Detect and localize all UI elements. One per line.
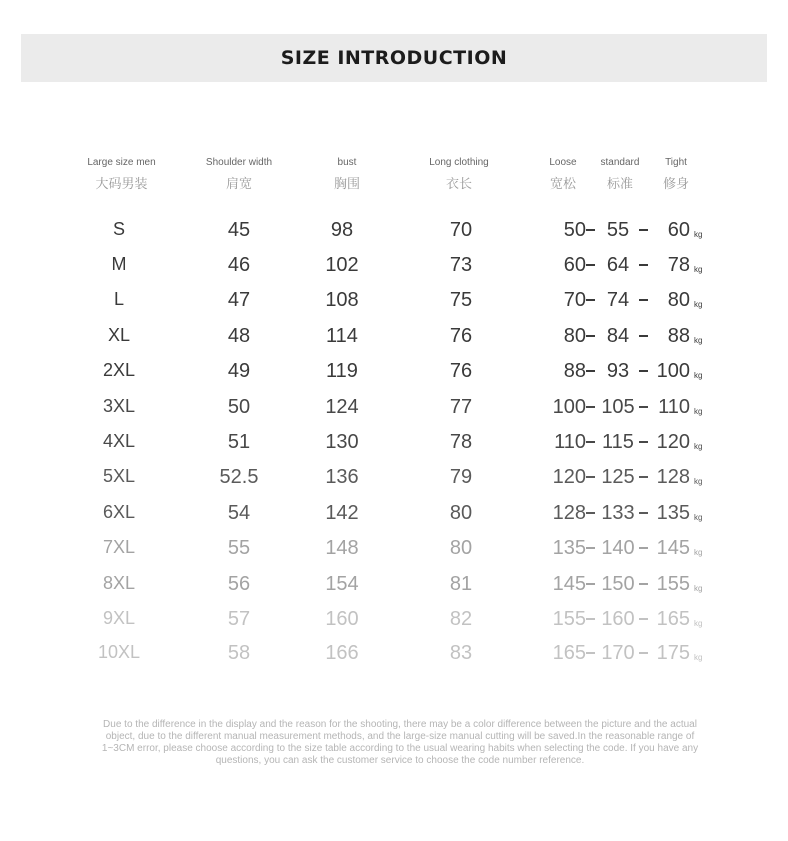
length-cell: 76 <box>449 325 473 347</box>
length-cell: 80 <box>449 502 473 524</box>
standard-cell: 64 <box>606 254 630 276</box>
bust-cell: 142 <box>325 502 359 524</box>
table-row <box>0 431 788 461</box>
unit-label: kg <box>694 336 703 345</box>
disclaimer-note: Due to the difference in the display and the reason for the shooting, there may be a color difference between the picture and the actual object, due to the different manual measurement methods, and the large-size manual cutting will be saved.In the reasonable range of 1~3CM error, please choose according to the size table according to the usual wearing habits when selecting the code. If you have any questions, you can ask the customer service to choose the code number reference. <box>101 719 699 766</box>
length-cell: 77 <box>449 396 473 418</box>
unit-label: kg <box>694 619 703 628</box>
unit-label: kg <box>694 407 703 416</box>
header-standard-cn: 标准 <box>606 177 633 192</box>
shoulder-cell: 58 <box>227 642 251 664</box>
header-size <box>79 157 164 192</box>
tight-cell: 175 <box>656 642 690 664</box>
range-dash <box>586 652 595 654</box>
unit-label: kg <box>694 584 703 593</box>
range-dash <box>639 547 648 549</box>
size-cell: L <box>113 289 124 309</box>
length-cell: 82 <box>449 608 473 630</box>
range-dash <box>639 229 648 231</box>
standard-cell: 74 <box>606 289 630 311</box>
size-cell: XL <box>107 325 131 345</box>
header-tight-cn: 修身 <box>662 177 689 192</box>
unit-label: kg <box>694 300 703 309</box>
range-dash <box>586 618 595 620</box>
unit-label: kg <box>694 230 703 239</box>
size-cell: 7XL <box>102 537 136 557</box>
range-dash <box>586 583 595 585</box>
range-dash <box>639 299 648 301</box>
loose-cell: 110 <box>554 431 586 453</box>
range-dash <box>586 441 595 443</box>
tight-cell: 80 <box>667 289 690 311</box>
header-standard-en: standard <box>600 157 640 168</box>
size-cell: S <box>112 219 125 239</box>
bust-cell: 114 <box>326 325 358 347</box>
length-cell: 73 <box>449 254 473 276</box>
standard-cell: 55 <box>606 219 630 241</box>
tight-cell: 78 <box>667 254 690 276</box>
shoulder-cell: 57 <box>227 608 251 630</box>
table-row <box>0 360 788 390</box>
shoulder-cell: 50 <box>227 396 251 418</box>
header-bust-cn: 胸围 <box>333 177 360 192</box>
standard-cell: 160 <box>601 608 635 630</box>
range-dash <box>639 441 648 443</box>
standard-cell: 84 <box>606 325 630 347</box>
size-cell: 5XL <box>102 466 136 486</box>
loose-cell: 60 <box>563 254 586 276</box>
range-dash <box>586 370 595 372</box>
size-cell: 6XL <box>102 502 136 522</box>
loose-cell: 145 <box>552 573 586 595</box>
table-row <box>0 466 788 496</box>
tight-cell: 100 <box>656 360 690 382</box>
range-dash <box>639 335 648 337</box>
header-size-en: Large size men <box>87 157 156 168</box>
unit-label: kg <box>694 548 703 557</box>
standard-cell: 140 <box>601 537 635 559</box>
shoulder-cell: 48 <box>227 325 251 347</box>
loose-cell: 100 <box>552 396 586 418</box>
header-loose <box>543 157 583 192</box>
shoulder-cell: 56 <box>227 573 251 595</box>
unit-label: kg <box>694 477 703 486</box>
length-cell: 75 <box>449 289 473 311</box>
loose-cell: 50 <box>563 219 586 241</box>
standard-cell: 115 <box>602 431 634 453</box>
range-dash <box>639 583 648 585</box>
shoulder-cell: 51 <box>227 431 251 453</box>
tight-cell: 165 <box>656 608 690 630</box>
header-standard <box>595 157 645 192</box>
range-dash <box>586 335 595 337</box>
title-banner <box>21 34 767 82</box>
standard-cell: 170 <box>601 642 635 664</box>
shoulder-cell: 52.5 <box>219 466 259 488</box>
range-dash <box>639 406 648 408</box>
bust-cell: 148 <box>325 537 359 559</box>
length-cell: 70 <box>449 219 473 241</box>
range-dash <box>639 264 648 266</box>
tight-cell: 128 <box>656 466 690 488</box>
bust-cell: 98 <box>330 219 354 241</box>
standard-cell: 105 <box>601 396 635 418</box>
header-length-cn: 衣长 <box>445 177 472 192</box>
range-dash <box>586 512 595 514</box>
shoulder-cell: 45 <box>227 219 251 241</box>
bust-cell: 154 <box>325 573 359 595</box>
standard-cell: 93 <box>606 360 630 382</box>
bust-cell: 102 <box>325 254 359 276</box>
shoulder-cell: 54 <box>227 502 251 524</box>
standard-cell: 125 <box>601 466 635 488</box>
length-cell: 83 <box>449 642 473 664</box>
table-row <box>0 608 788 638</box>
table-row <box>0 219 788 249</box>
loose-cell: 88 <box>563 360 586 382</box>
length-cell: 79 <box>449 466 473 488</box>
header-length-en: Long clothing <box>429 157 489 168</box>
table-row <box>0 573 788 603</box>
header-shoulder-en: Shoulder width <box>205 157 273 168</box>
loose-cell: 128 <box>552 502 586 524</box>
header-tight-en: Tight <box>665 157 687 168</box>
table-row <box>0 396 788 426</box>
loose-cell: 155 <box>552 608 586 630</box>
bust-cell: 124 <box>325 396 359 418</box>
bust-cell: 108 <box>325 289 359 311</box>
range-dash <box>586 229 595 231</box>
loose-cell: 80 <box>563 325 586 347</box>
header-tight <box>656 157 696 192</box>
range-dash <box>639 652 648 654</box>
range-dash <box>586 406 595 408</box>
table-row <box>0 537 788 567</box>
unit-label: kg <box>694 513 703 522</box>
header-size-cn: 大码男装 <box>95 177 148 192</box>
bust-cell: 130 <box>325 431 359 453</box>
bust-cell: 119 <box>326 360 358 382</box>
length-cell: 81 <box>449 573 473 595</box>
bust-cell: 136 <box>325 466 359 488</box>
size-cell: M <box>111 254 127 274</box>
table-row <box>0 325 788 355</box>
shoulder-cell: 55 <box>227 537 251 559</box>
table-row <box>0 254 788 284</box>
tight-cell: 135 <box>656 502 690 524</box>
header-shoulder <box>199 157 279 192</box>
header-shoulder-cn: 肩宽 <box>225 177 252 192</box>
header-bust-en: bust <box>337 157 357 168</box>
length-cell: 78 <box>449 431 473 453</box>
tight-cell: 110 <box>658 396 690 418</box>
header-bust <box>317 157 377 192</box>
shoulder-cell: 47 <box>227 289 251 311</box>
length-cell: 80 <box>449 537 473 559</box>
size-cell: 8XL <box>102 573 136 593</box>
tight-cell: 120 <box>656 431 690 453</box>
size-cell: 2XL <box>102 360 136 380</box>
standard-cell: 133 <box>601 502 635 524</box>
header-loose-en: Loose <box>549 157 577 168</box>
size-cell: 9XL <box>102 608 136 628</box>
shoulder-cell: 49 <box>227 360 251 382</box>
tight-cell: 88 <box>667 325 690 347</box>
header-loose-cn: 宽松 <box>549 177 576 192</box>
size-cell: 10XL <box>97 642 141 662</box>
unit-label: kg <box>694 653 703 662</box>
range-dash <box>639 618 648 620</box>
table-row <box>0 502 788 532</box>
range-dash <box>586 264 595 266</box>
length-cell: 76 <box>449 360 473 382</box>
table-row <box>0 289 788 319</box>
tight-cell: 155 <box>656 573 690 595</box>
tight-cell: 60 <box>667 219 690 241</box>
range-dash <box>586 299 595 301</box>
bust-cell: 166 <box>325 642 359 664</box>
table-row <box>0 642 788 672</box>
loose-cell: 70 <box>563 289 586 311</box>
range-dash <box>639 476 648 478</box>
tight-cell: 145 <box>656 537 690 559</box>
size-cell: 3XL <box>102 396 136 416</box>
range-dash <box>639 370 648 372</box>
loose-cell: 165 <box>552 642 586 664</box>
size-cell: 4XL <box>102 431 136 451</box>
loose-cell: 135 <box>552 537 586 559</box>
loose-cell: 120 <box>552 466 586 488</box>
page-title: SIZE INTRODUCTION <box>280 47 508 69</box>
header-length <box>419 157 499 192</box>
shoulder-cell: 46 <box>227 254 251 276</box>
unit-label: kg <box>694 442 703 451</box>
range-dash <box>639 512 648 514</box>
unit-label: kg <box>694 265 703 274</box>
unit-label: kg <box>694 371 703 380</box>
standard-cell: 150 <box>601 573 635 595</box>
range-dash <box>586 547 595 549</box>
bust-cell: 160 <box>325 608 359 630</box>
range-dash <box>586 476 595 478</box>
